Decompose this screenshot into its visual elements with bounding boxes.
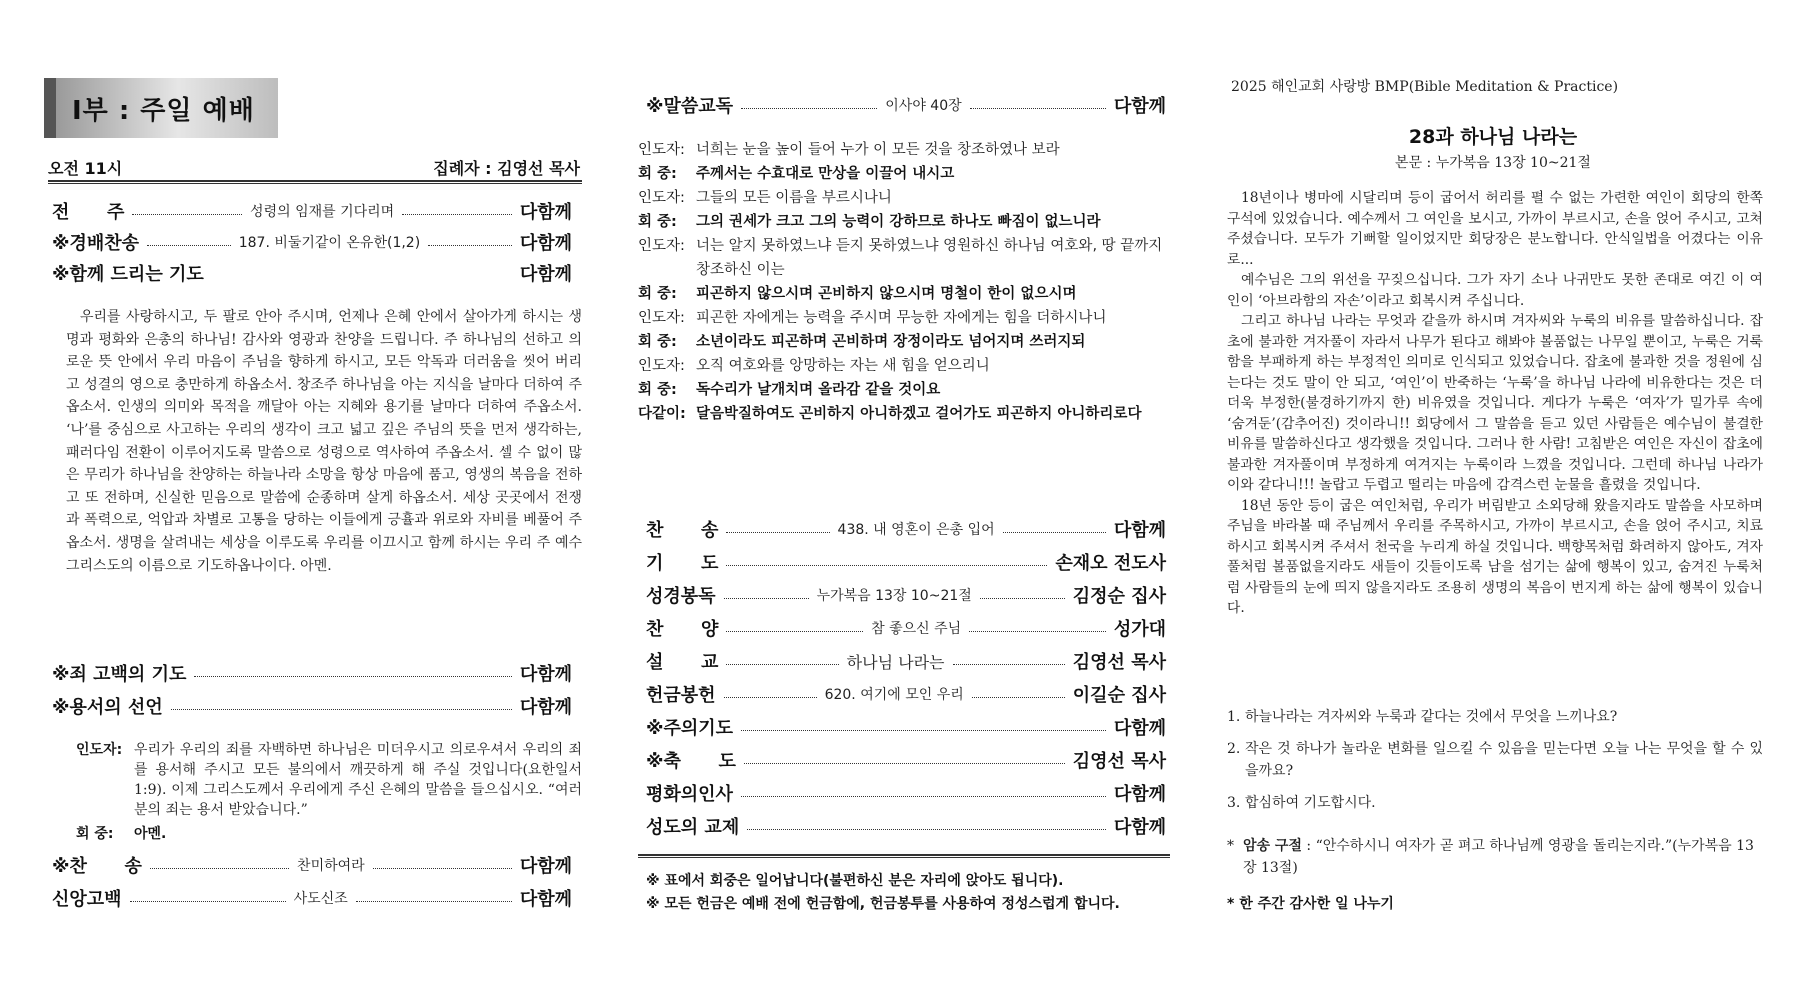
order-label: ※경배찬송 [52,233,140,254]
order-detail: 하나님 나라는 [846,652,945,672]
lesson-paragraph: 그리고 하나님 나라는 무엇과 같을까 하시며 겨자씨와 누룩의 비유를 말씀하십니다. 잡초에 불과한 겨자풀이 자라서 나무가 된다고 해봐야 볼품없는 나무일 뿐이고, 누룩은 거룩함을 부패하게 하는 부정적인 의미로 인식되고 있었습니다. 잡초에 불과한 것을 정원에 심는다는 것도 말이 안 되고, ‘여인’이 반죽하는 ‘누룩’을 하나님 나라에 비유한다는 것은 더더욱 부정한(불경하기까지 한) 비유였을 것입니다. 게다가 누룩은 ‘여자’가 밀가루 속에 ‘숨겨둔’(감추어진) 것이라니!! 회당에서 그 말씀을 듣고 있던 사람들은 예수님이 불결한 비유를 말씀하신다고 생각했을 것입니다. 그러나 한 사람! 고침받은 여인은 자신이 잡초에 불과한 겨자풀이며 부정하게 여겨지는 누룩이라 느꼈을 것입니다. 그런데 하나님 나라가 이와 같다니!!! 놀랍고 두렵고 떨리는 마음에 감격스런 눈물을 흘렸을 것입니다. [1227,313,1763,493]
order-performer: 다함께 [519,264,572,285]
order-label: 찬 송 [646,520,719,541]
lesson-paragraph: 18년 동안 등이 굽은 여인처럼, 우리가 버림받고 소외당해 왔을지라도 말씀을 사모하며 주님을 바라볼 때 주님께서 우리를 주목하시고, 가까이 부르시고, 손을 얹어 주시고, 치료하시고 회복시켜 주셔서 천국을 누리게 하실 것입니다. 백향목처럼 화려하지 않아도, 겨자풀처럼 볼품없을지라도 새들이 깃들이도록 남을 섬기는 삶에 행복이 있고, 숨겨진 누룩처럼 사람들의 눈에 띄지 않을지라도 조용히 생명의 복음이 번지게 하는 삶에 행복이 있습니다. [1227,497,1763,616]
order-performer: 손재오 전도사 [1055,553,1166,574]
order-performer: 이길순 집사 [1072,685,1167,706]
leader-dots [726,631,863,632]
reading-text: 너는 알지 못하였느냐 듣지 못하였느냐 영원하신 하나님 여호와, 땅 끝까지 창조하신 이는 [696,238,1163,278]
leader-dots [969,631,1106,632]
order-item [646,648,1166,674]
reading-line [638,162,1168,186]
reading-line [638,138,1168,162]
order-label: ※찬 송 [52,856,142,877]
speaker-label: 회 중: [638,214,677,230]
reading-text: 달음박질하여도 곤비하지 아니하겠고 걸어가도 피곤하지 아니하리로다 [696,406,1142,422]
absolution-congregation-row [76,824,582,844]
order-performer: 성가대 [1113,619,1167,640]
responsive-reading [638,138,1168,426]
order-performer: 다함께 [1113,96,1167,117]
reading-line [638,210,1168,234]
reading-line [638,354,1168,378]
order-performer: 다함께 [519,233,572,254]
order-item [646,582,1166,608]
order-detail: 이사야 40장 [885,98,962,114]
reading-text: 소년이라도 피곤하며 곤비하며 장정이라도 넘어지며 쓰러지되 [696,334,1086,350]
order-item [52,693,572,719]
leader-dots [744,763,1065,764]
order-detail: 누가복음 13장 10~21절 [816,588,972,604]
order-label: ※말씀교독 [646,96,734,117]
question-text: 작은 것 하나가 놀라운 변화를 일으킬 수 있음을 믿는다면 오늘 나는 무엇을 할 수 있을까요? [1245,741,1763,779]
reading-header [646,92,1166,118]
reading-text: 오직 여호와를 앙망하는 자는 새 힘을 얻으리니 [696,358,990,374]
order-performer: 다함께 [1113,817,1166,838]
order-label: 찬 양 [646,619,719,640]
order-detail: 찬미하여라 [297,858,365,874]
reading-line [638,402,1168,426]
leader-dots [972,697,1065,698]
order-performer: 다함께 [519,889,572,910]
lesson-body [1227,188,1763,619]
header-divider [48,180,582,184]
question-text: 합심하여 기도합시다. [1245,795,1376,811]
order-label: 신앙고백 [52,889,122,910]
leader-dots [741,796,1106,797]
order-item [52,198,572,224]
note-line: ※ 표에서 회중은 일어납니다(불편하신 분은 자리에 앉아도 됩니다). [646,873,1064,889]
order-label: ※죄 고백의 기도 [52,664,187,685]
order-label: 성도의 교제 [646,817,740,838]
speaker-text: 아멘. [134,826,167,842]
question-item [1227,738,1763,782]
order-item [646,615,1166,641]
question-item [1227,792,1763,814]
speaker-label: 인도자: [638,238,685,254]
order-performer: 다함께 [1113,520,1167,541]
order-detail: 사도신조 [293,891,348,907]
order-performer: 다함께 [519,202,573,223]
order-item [52,852,572,878]
order-item [52,229,572,255]
order-label: 설 교 [646,652,719,673]
order-item [646,549,1166,575]
reading-line [638,306,1168,330]
leader-dots [373,868,512,869]
leader-dots [726,565,1047,566]
order-item [646,747,1166,773]
notes-divider [638,854,1170,858]
leader-dots [953,664,1065,665]
order-label: 평화의인사 [646,784,733,805]
service-leader: 집례자 : 김영선 목사 [433,159,580,178]
order-item [52,260,572,286]
order-performer: 다함께 [519,697,572,718]
order-label: 기 도 [646,553,719,574]
leader-dots [147,245,231,246]
order-label: ※용서의 선언 [52,697,163,718]
leader-dots [741,108,877,109]
lesson-scripture-ref: 본문 : 누가복음 13장 10~21절 [1395,155,1591,171]
lesson-title: 28과 하나님 나라는 [1408,126,1578,148]
absolution-leader-row [76,740,582,820]
order-item [52,885,572,911]
speaker-label: 회 중: [638,286,677,302]
reading-line [638,330,1168,354]
speaker-label: 회 중: [638,334,677,350]
section-title: I부 : 주일 예배 [72,95,255,126]
order-performer: 김영선 목사 [1072,751,1166,772]
speaker-label: 인도자: [638,190,685,206]
memory-verse [1227,835,1763,879]
order-performer: 다함께 [519,856,573,877]
order-detail: 187. 비둘기같이 온유한(1,2) [238,235,421,251]
speaker-label: 인도자: [638,358,685,374]
speaker-label: 인도자: [638,310,685,326]
order-item [646,516,1166,542]
question-text: 하늘나라는 겨자씨와 누룩과 같다는 것에서 무엇을 느끼나요? [1245,709,1618,725]
leader-dots [724,598,809,599]
order-performer: 김영선 목사 [1072,652,1166,673]
speaker-label: 다같이: [638,406,686,422]
section-title-box [44,78,278,138]
order-detail: 438. 내 영혼이 은총 입어 [837,522,995,538]
absolution-block [76,740,582,844]
bullet-star: * [1227,838,1234,854]
leader-dots [741,730,1106,731]
order-item [646,681,1166,707]
order-label: 성경봉독 [646,586,716,607]
leader-dots [130,901,286,902]
unison-prayer-text: 우리를 사랑하시고, 두 팔로 안아 주시며, 언제나 은혜 안에서 살아가게 하시는 생명과 평화와 은총의 하나님! 감사와 영광과 찬양을 드립니다. 주 하나님의 선하고 의로운 뜻 안에서 우리 마음이 주님을 향하게 하시고, 모든 악독과 더러움을 씻어 버리고 성결의 영으로 충만하게 하옵소서. 창조주 하나님을 아는 지식을 날마다 더하여 주옵소서. 인생의 의미와 목적을 깨달아 아는 지혜와 용기를 날마다 더하여 주옵소서. ‘나’를 중심으로 사고하는 우리의 생각이 크고 넓고 깊은 주님의 뜻을 먼저 생각하는, 패러다임 전환이 이루어지도록 말씀으로 성령으로 역사하여 주옵소서. 셀 수 없이 많은 무리가 하나님을 찬양하는 하늘나라 소망을 항상 마음에 품고, 영생의 복음을 전하고 또 전하며, 신실한 믿음으로 말씀에 순종하며 살게 하옵소서. 세상 곳곳에서 전쟁과 폭력으로, 억압과 차별로 고통을 당하는 이들에게 긍휼과 위로와 자비를 베풀어 주옵소서. 생명을 살려내는 세상을 이루도록 우리를 이끄시고 함께 하시는 우리 주 예수 그리스도의 이름으로 기도하옵나이다. 아멘. [66,309,582,574]
reading-text: 독수리가 날개치며 올라감 같을 것이요 [696,382,941,398]
share-prompt: * 한 주간 감사한 일 나누기 [1227,896,1394,912]
note-line: ※ 모든 헌금은 예배 전에 헌금함에, 헌금봉투를 사용하여 정성스럽게 합니다. [646,896,1120,912]
leader-dots [150,868,289,869]
order-detail: 620. 여기에 모인 우리 [824,687,964,703]
question-number: 3. [1227,795,1241,811]
leader-dots [1003,532,1106,533]
reading-line [638,282,1168,306]
order-performer: 다함께 [519,664,572,685]
discussion-questions [1227,706,1763,824]
memory-verse-text: : “안수하시니 여자가 곧 펴고 하나님께 영광을 돌리는지라.”(누가복음 13장 13절) [1243,838,1754,876]
time-leader-row [48,156,580,179]
leader-dots [726,664,838,665]
reading-text: 너희는 눈을 높이 들어 누가 이 모든 것을 창조하였나 보라 [696,142,1060,158]
speaker-text: 우리가 우리의 죄를 자백하면 하나님은 미더우시고 의로우셔서 우리의 죄를 용서해 주시고 모든 불의에서 깨끗하게 해 주실 것입니다(요한일서 1:9). 이제 그리스도께서 우리에게 주신 은혜의 말씀을 들으십시오. “여러분의 죄는 용서 받았습니다.” [134,742,582,818]
reading-line [638,234,1168,282]
order-item [52,660,572,686]
leader-dots [132,214,242,215]
speaker-label: 회 중: [638,166,677,182]
memory-verse-label: 암송 구절 [1243,838,1302,854]
order-performer: 김정순 집사 [1072,586,1166,607]
order-label: ※축 도 [646,751,736,772]
order-label: 헌금봉헌 [646,685,716,706]
reading-text: 그들의 모든 이름을 부르시나니 [696,190,892,206]
order-label: ※주의기도 [646,718,734,739]
leader-dots [428,245,512,246]
order-detail: 성령의 임재를 기다리며 [250,204,395,220]
speaker-label: 인도자: [76,742,123,758]
notes-block [646,870,1166,916]
leader-dots [980,598,1065,599]
leader-dots [726,532,829,533]
leader-dots [171,709,512,710]
speaker-label: 인도자: [638,142,685,158]
reading-text: 그의 권세가 크고 그의 능력이 강하므로 하나도 빠짐이 없느니라 [696,214,1101,230]
reading-line [638,186,1168,210]
speaker-label: 회 중: [638,382,677,398]
lesson-paragraph: 예수님은 그의 위선을 꾸짖으십니다. 그가 자기 소나 나귀만도 못한 존대로 여긴 이 여인이 ‘아브라함의 자손’이라고 회복시켜 주십니다. [1227,272,1763,309]
order-performer: 다함께 [1113,718,1166,739]
memory-verse-content [1243,835,1763,879]
reading-line [638,378,1168,402]
reading-text: 피곤하지 않으시며 곤비하지 않으시며 명철이 한이 없으시며 [696,286,1077,302]
service-time: 오전 11시 [48,159,123,178]
reading-text: 주께서는 수효대로 만상을 이끌어 내시고 [696,166,955,182]
question-number: 2. [1227,741,1241,757]
bmp-header: 2025 해인교회 사랑방 BMP(Bible Meditation & Practice) [1231,79,1619,95]
leader-dots [970,108,1106,109]
order-item [646,780,1166,806]
leader-dots [402,214,512,215]
lesson-paragraph: 18년이나 병마에 시달리며 등이 굽어서 허리를 펼 수 없는 가련한 여인이 회당의 한쪽 구석에 있었습니다. 예수께서 그 여인을 보시고, 가까이 부르시고, 손을 얹어 주시고, 고쳐 주셨습니다. 모두가 기뻐할 일이었지만 회당장은 분노합니다. 안식일법을 어겼다는 이유로... [1227,190,1763,268]
order-item [646,813,1166,839]
order-detail: 참 좋으신 주님 [871,621,962,637]
leader-dots [724,697,817,698]
order-item [646,714,1166,740]
leader-dots [194,676,511,677]
speaker-label: 회 중: [76,826,114,842]
question-number: 1. [1227,709,1241,725]
reading-text: 피곤한 자에게는 능력을 주시며 무능한 자에게는 힘을 더하시나니 [696,310,1107,326]
order-performer: 다함께 [1113,784,1166,805]
leader-dots [747,829,1106,830]
leader-dots [356,901,512,902]
order-label: 전 주 [52,202,125,223]
order-label: ※함께 드리는 기도 [52,264,204,285]
question-item [1227,706,1763,728]
